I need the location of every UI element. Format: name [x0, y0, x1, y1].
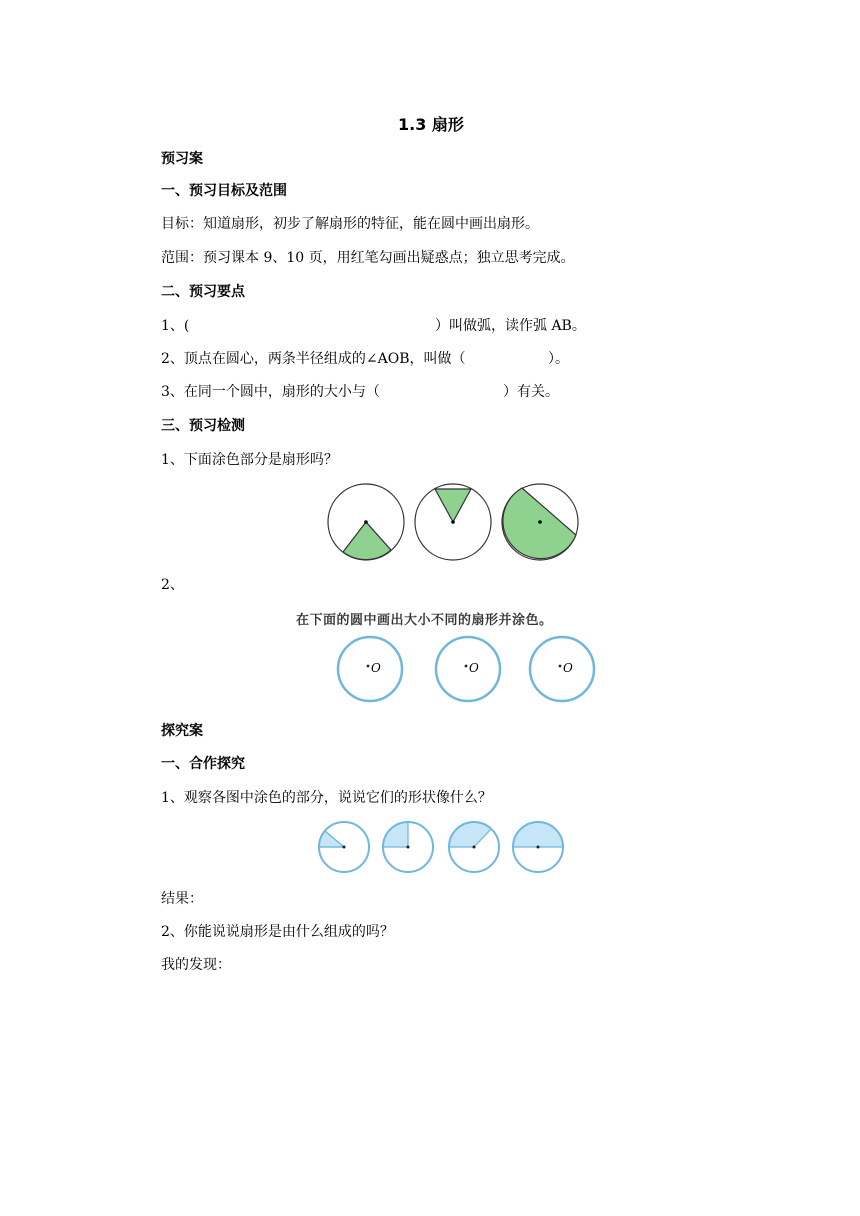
scope-text: 范围：预习课本 9、10 页，用红笔勾画出疑惑点；独立思考完成。 — [161, 250, 575, 266]
green-sector-figures — [325, 480, 585, 570]
blue-sector-figures — [314, 820, 574, 880]
figure-sector-bottom — [328, 484, 404, 560]
finding-label: 我的发现： — [161, 957, 231, 973]
figure-triangle-top — [415, 484, 491, 560]
center-label-1: O — [371, 661, 381, 675]
center-label-2: O — [469, 661, 479, 675]
blank-circle-3 — [530, 637, 594, 701]
section-goal-heading: 一、预习目标及范围 — [161, 183, 287, 199]
center-label-3: O — [563, 661, 573, 675]
point-3-prefix: 3、在同一个圆中，扇形的大小与（ — [161, 384, 380, 400]
point-3-suffix: ）有关。 — [503, 384, 559, 400]
sector-quarter — [383, 822, 433, 872]
sector-large — [449, 822, 499, 872]
point-1-suffix: ）叫做弧，读作弧 AB。 — [435, 318, 586, 334]
sector-half — [513, 822, 563, 872]
point-2-prefix: 2、顶点在圆心，两条半径组成的∠AOB，叫做（ — [161, 351, 466, 367]
section-check-heading: 三、预习检测 — [161, 418, 245, 434]
sector-small — [319, 822, 369, 872]
page-title: 1.3 扇形 — [398, 115, 464, 134]
draw-instruction: 在下面的圆中画出大小不同的扇形并涂色。 — [296, 613, 553, 628]
blank-circle-1 — [338, 637, 402, 701]
section-cooperate-heading: 一、合作探究 — [161, 756, 245, 772]
explore-question-2: 2、你能说说扇形是由什么组成的吗？ — [161, 924, 394, 940]
blank-circle-2 — [436, 637, 500, 701]
explore-question-1: 1、观察各图中涂色的部分，说说它们的形状像什么？ — [161, 790, 492, 806]
preview-heading: 预习案 — [161, 151, 203, 167]
point-2-suffix: ）。 — [548, 351, 569, 367]
explore-heading: 探究案 — [161, 723, 203, 739]
result-label: 结果： — [161, 891, 203, 907]
figure-segment-left — [502, 484, 578, 560]
check-question-2: 2、 — [161, 577, 184, 593]
check-question-1: 1、下面涂色部分是扇形吗？ — [161, 452, 338, 468]
goal-text: 目标：知道扇形，初步了解扇形的特征，能在圆中画出扇形。 — [161, 216, 539, 232]
section-points-heading: 二、预习要点 — [161, 284, 245, 300]
point-1-prefix: 1、( — [161, 318, 190, 334]
